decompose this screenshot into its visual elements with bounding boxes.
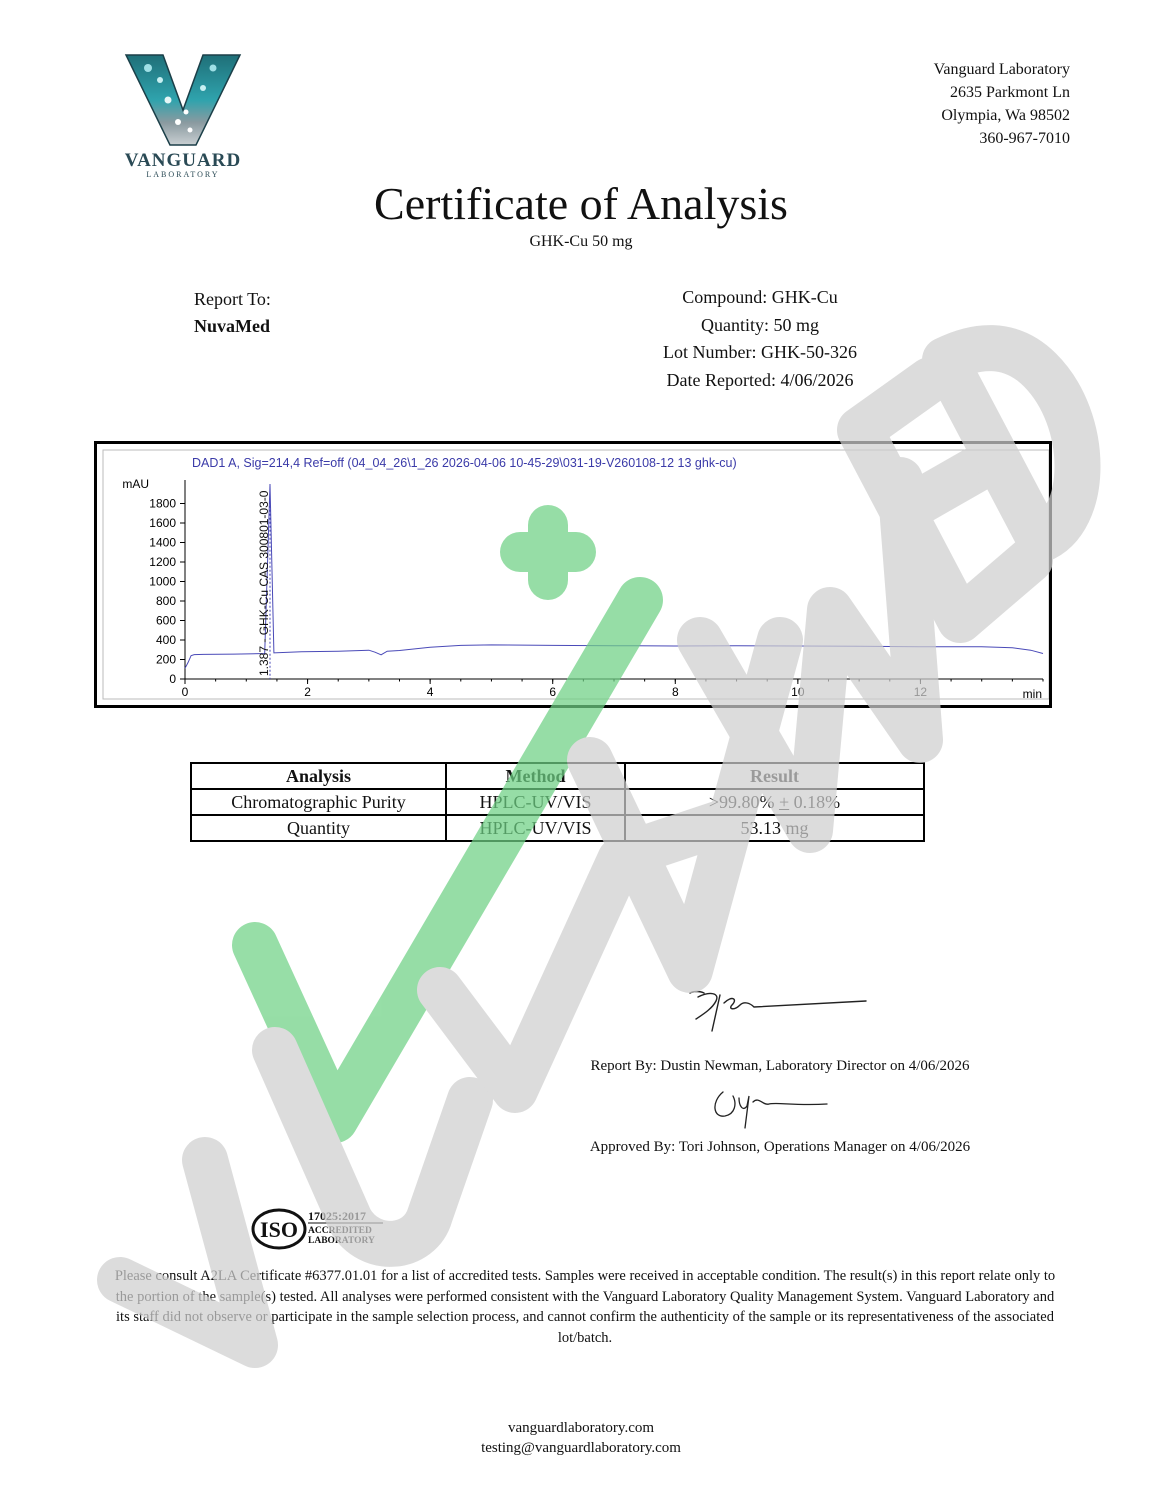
chart-title: DAD1 A, Sig=214,4 Ref=off (04_04_26\1_26 2026-04-06 10-45-29\031-19-V260108-12 13 ghk-cu) xyxy=(192,456,737,470)
compound-name: Compound: GHK-Cu xyxy=(682,287,838,307)
table-row xyxy=(191,815,924,841)
cell-method: HPLC-UV/VIS xyxy=(446,789,625,815)
y-tick-label: 200 xyxy=(155,652,176,667)
lot-number: Lot Number: GHK-50-326 xyxy=(663,342,857,362)
chromatogram-chart xyxy=(97,444,1049,705)
x-tick-label: 4 xyxy=(426,685,434,699)
iso-mark: ISO xyxy=(260,1217,298,1242)
lab-name: Vanguard Laboratory xyxy=(933,61,1070,78)
compound-info-block xyxy=(630,284,890,394)
vanguard-logo xyxy=(108,50,258,180)
chart-ticks xyxy=(149,497,1043,700)
chart-inner-border xyxy=(103,450,1049,699)
footer xyxy=(0,1418,1162,1458)
compound-quantity: Quantity: 50 mg xyxy=(701,314,819,335)
iso-laboratory: LABORATORY xyxy=(308,1236,375,1246)
report-to-block xyxy=(194,286,271,340)
logo-v-mark xyxy=(108,50,258,180)
lab-phone: 360-967-7010 xyxy=(979,130,1070,147)
y-tick-label: 0 xyxy=(169,672,176,686)
x-tick-label: 10 xyxy=(791,685,805,699)
disclaimer-text: Please consult A2LA Certificate #6377.01.01 for a list of accredited tests. Samples were received in acceptable condition. The result(s) in this report relate only to the portion of the sample(s) tested. All analyses were performed consistent with the Vanguard Laboratory Quality Management System. Vanguard Laboratory and its staff did not observe or participate in the sample selection process, and cannot confirm the authenticity of the sample or its representativeness of the associated lot/batch. xyxy=(114,1268,1056,1346)
header-analysis: Analysis xyxy=(191,763,446,789)
cell-analysis: Chromatographic Purity xyxy=(191,789,446,815)
approved-by-text: Approved By: Tori Johnson, Operations Manager on 4/06/2026 xyxy=(589,1139,971,1155)
results-table xyxy=(190,762,925,842)
y-tick-label: 1200 xyxy=(149,555,176,569)
header-result: Result xyxy=(625,763,924,789)
x-tick-label: 2 xyxy=(304,685,311,699)
lab-city: Olympia, Wa 98502 xyxy=(941,107,1070,124)
director-signature xyxy=(680,985,880,1040)
table-row xyxy=(191,789,924,815)
manager-signature xyxy=(705,1082,835,1132)
document-subtitle: GHK-Cu 50 mg xyxy=(529,233,633,250)
result-uncertainty: 0.18% xyxy=(789,792,841,812)
y-tick-label: 1800 xyxy=(149,496,176,511)
report-to-label: Report To: xyxy=(194,289,271,309)
y-tick-label: 400 xyxy=(155,633,176,647)
footer-website[interactable]: vanguardlaboratory.com xyxy=(507,1420,655,1436)
y-tick-label: 800 xyxy=(155,594,176,608)
iso-accreditation-icon xyxy=(250,1207,390,1251)
cell-result: 53.13 mg xyxy=(625,815,924,841)
logo-wordmark: VANGUARD xyxy=(124,150,242,171)
cell-method: HPLC-UV/VIS xyxy=(446,815,625,841)
x-tick-label: 0 xyxy=(181,685,189,699)
x-tick-label: 8 xyxy=(671,685,679,699)
plus-minus-symbol: + xyxy=(779,792,790,812)
chart-series xyxy=(185,484,1043,679)
logo-subtitle: LABORATORY xyxy=(146,170,220,179)
y-tick-label: 1400 xyxy=(149,535,176,550)
x-tick-label: 12 xyxy=(913,685,928,699)
chart-peak-annotation: 1.387 - GHK-Cu CAS 300801-03-0 xyxy=(257,490,272,676)
lab-address xyxy=(934,58,1070,150)
cell-result xyxy=(625,789,924,815)
chart-y-axis-label: mAU xyxy=(122,477,149,491)
y-tick-label: 1600 xyxy=(149,516,176,530)
y-tick-label: 600 xyxy=(155,613,176,628)
chart-axes xyxy=(185,480,1043,679)
chart-x-axis-label: min xyxy=(1022,687,1042,701)
y-tick-label: 1000 xyxy=(149,574,176,589)
report-to-company: NuvaMed xyxy=(194,316,270,336)
report-by-text: Report By: Dustin Newman, Laboratory Director on 4/06/2026 xyxy=(590,1058,970,1074)
x-tick-label: 6 xyxy=(549,685,557,699)
cell-analysis: Quantity xyxy=(191,815,446,841)
result-value: >99.80% xyxy=(708,792,779,812)
iso-accredited: ACCREDITED xyxy=(308,1226,372,1236)
chromatogram-trace xyxy=(185,484,1043,668)
footer-email[interactable]: testing@vanguardlaboratory.com xyxy=(481,1440,681,1456)
date-reported: Date Reported: 4/06/2026 xyxy=(666,369,854,390)
document-title: Certificate of Analysis xyxy=(374,178,788,229)
watermark-letter-v xyxy=(440,860,620,1090)
results-table-header-row xyxy=(191,763,924,789)
iso-accreditation-badge xyxy=(250,1207,390,1251)
header-method: Method xyxy=(446,763,625,789)
lab-street: 2635 Parkmont Ln xyxy=(950,84,1070,101)
iso-standard: 17025:2017 xyxy=(308,1209,366,1223)
chromatogram-frame xyxy=(94,441,1052,708)
